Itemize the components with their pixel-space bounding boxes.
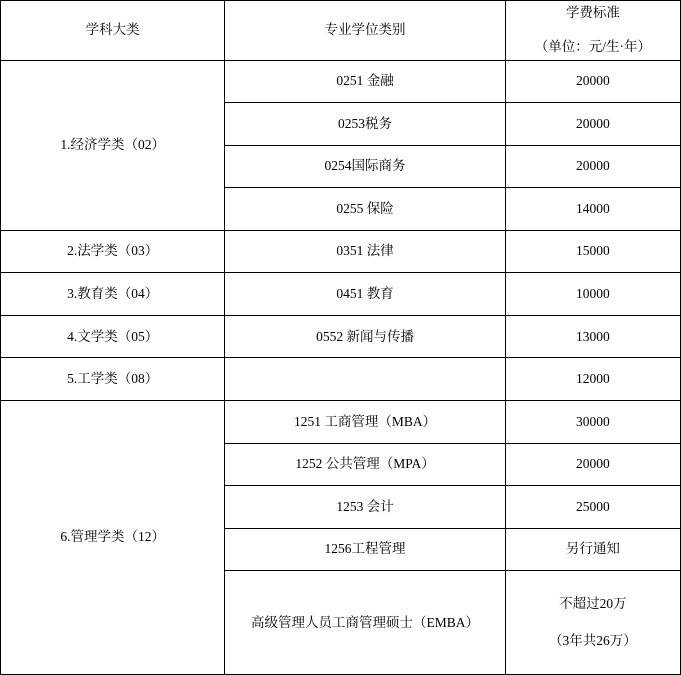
category-cell-law: 2.法学类（03） [1, 230, 225, 273]
fee-total-text: （3年共26万） [548, 632, 637, 648]
table-row [1, 273, 681, 316]
program-cell: 1252 公共管理（MPA） [225, 443, 505, 486]
program-cell: 1256工程管理 [225, 528, 505, 571]
table-row [1, 60, 681, 103]
header-tuition-standard [505, 1, 680, 61]
table-row [1, 230, 681, 273]
category-cell-literature: 4.文学类（05） [1, 315, 225, 358]
table-body [1, 60, 681, 675]
fee-cell: 12000 [505, 358, 680, 401]
table-header [1, 1, 681, 61]
table-row [1, 401, 681, 444]
program-cell: 0552 新闻与传播 [225, 315, 505, 358]
header-tuition-unit: （单位：元/生·年） [534, 39, 651, 55]
program-cell-empty [225, 358, 505, 401]
fee-cell: 20000 [505, 60, 680, 103]
header-tuition-title: 学费标准 [565, 5, 620, 20]
program-cell: 0254国际商务 [225, 145, 505, 188]
fee-cell: 15000 [505, 230, 680, 273]
program-cell: 高级管理人员工商管理硕士（EMBA） [225, 571, 505, 675]
table-header-row [1, 1, 681, 61]
fee-cell: 20000 [505, 145, 680, 188]
program-cell: 0255 保险 [225, 188, 505, 231]
category-cell-economics: 1.经济学类（02） [1, 60, 225, 230]
program-cell: 0253税务 [225, 103, 505, 146]
program-cell: 1251 工商管理（MBA） [225, 401, 505, 444]
table-row [1, 315, 681, 358]
fee-cell: 20000 [505, 103, 680, 146]
fee-multiline-wrapper [510, 594, 676, 651]
category-cell-education: 3.教育类（04） [1, 273, 225, 316]
table-row [1, 358, 681, 401]
fee-cell: 10000 [505, 273, 680, 316]
program-cell: 1253 会计 [225, 486, 505, 529]
fee-cell: 14000 [505, 188, 680, 231]
fee-cell-multiline [505, 571, 680, 675]
program-cell: 0251 金融 [225, 60, 505, 103]
fee-cell: 20000 [505, 443, 680, 486]
fee-cell: 25000 [505, 486, 680, 529]
fee-cell: 另行通知 [505, 528, 680, 571]
header-discipline-category: 学科大类 [1, 1, 225, 61]
fee-cell: 13000 [505, 315, 680, 358]
fee-cap-text: 不超过20万 [559, 596, 627, 612]
fee-cell: 30000 [505, 401, 680, 444]
category-cell-engineering: 5.工学类（08） [1, 358, 225, 401]
program-cell: 0451 教育 [225, 273, 505, 316]
category-cell-management: 6.管理学类（12） [1, 401, 225, 675]
header-degree-type: 专业学位类别 [225, 1, 505, 61]
program-cell: 0351 法律 [225, 230, 505, 273]
